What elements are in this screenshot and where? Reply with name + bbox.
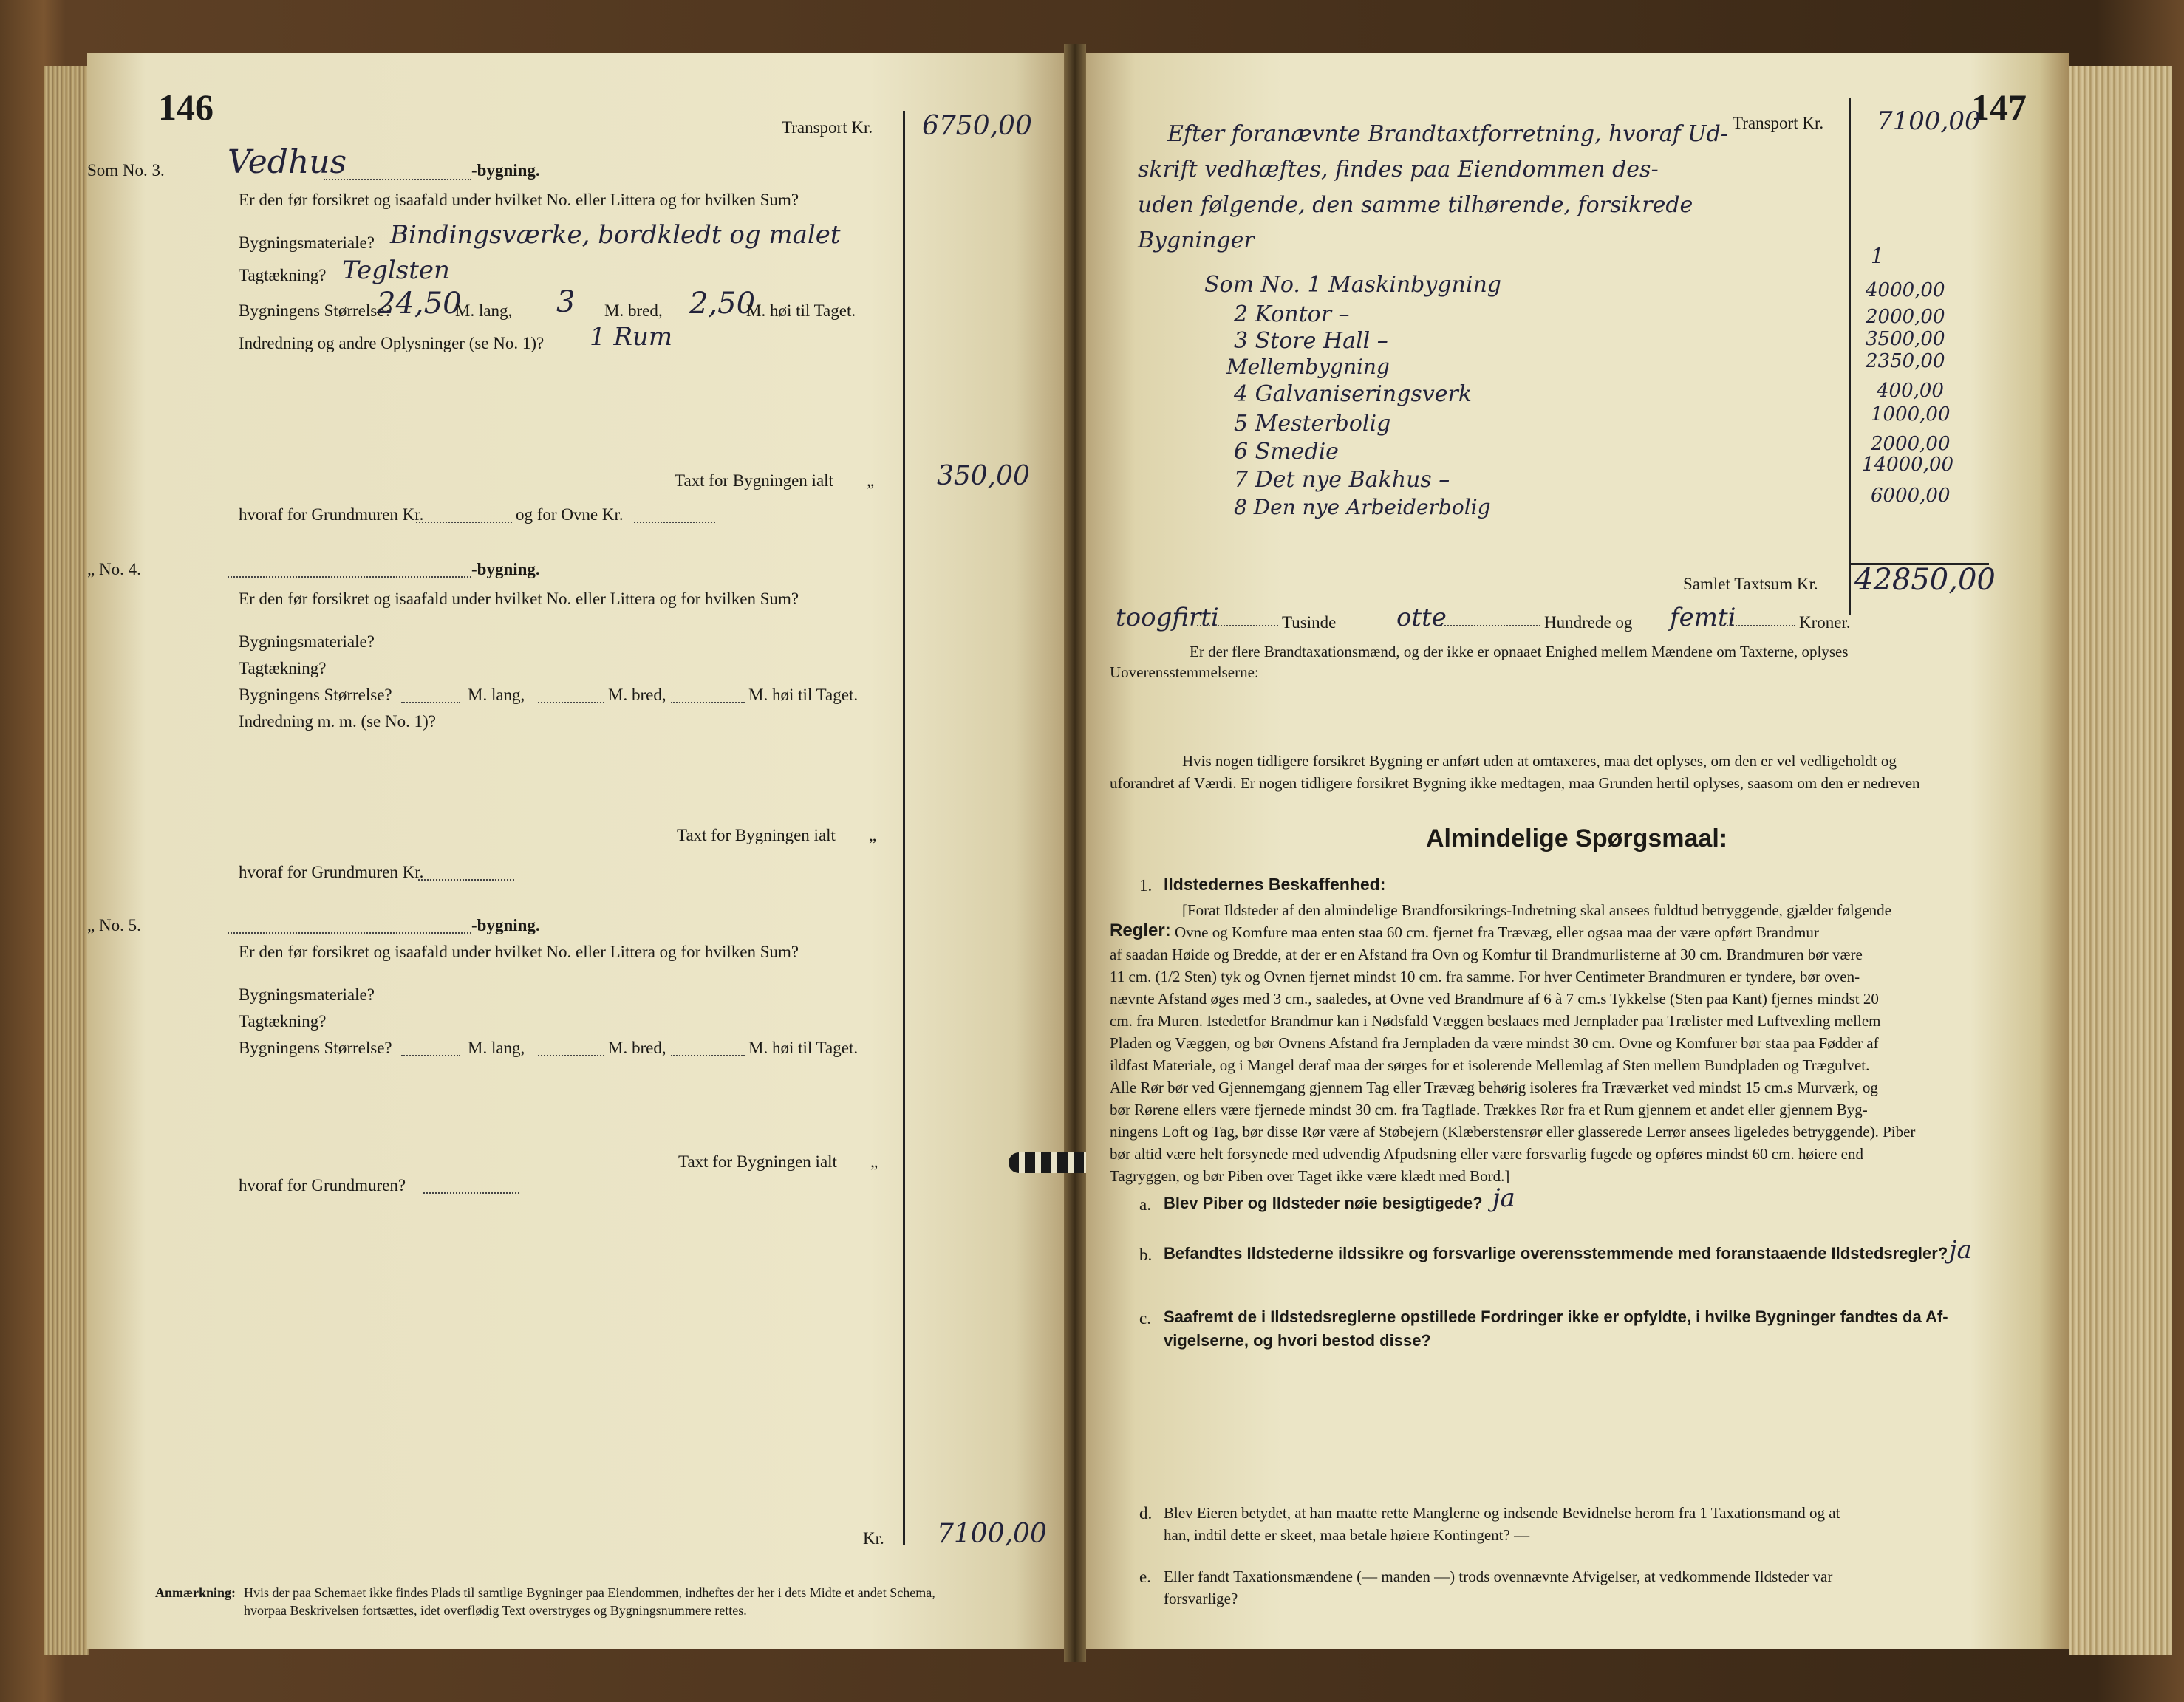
b3-width: 3 <box>556 285 576 319</box>
building-5-label: 5 Mesterbolig <box>1234 411 1391 437</box>
question-d-line-1: Blev Eieren betydet, at han maatte rette Manglerne og indsende Bevidnelse herom fra 1 Taxationsmand og at <box>1164 1504 1840 1522</box>
b4-roof-label: Tagtækning? <box>239 659 327 677</box>
words-tens: femti <box>1670 603 1736 632</box>
rules-line-9: Alle Rør bør ved Gjennemgang gjennem Tag eller Trævæg behørig isoleres fra Træværket ved mindst 15 cm.s Murværk, og <box>1110 1079 1878 1096</box>
building-2-label: 2 Kontor – <box>1234 301 1350 327</box>
b3-size-label: Bygningens Størrelse? <box>239 301 392 320</box>
rules-line-12: bør altid være helt forsynede med udvendig Afpudsning eller være forsvarlig fugede og opføres mindst 60 cm. høiere end <box>1110 1145 1863 1163</box>
building-1-value: 4000,00 <box>1866 279 1945 301</box>
note-label: Anmærkning: <box>155 1585 236 1600</box>
question-c-line-2: vigelserne, og hvori bestod disse? <box>1164 1331 1431 1350</box>
transport-value: 6750,00 <box>922 111 1032 141</box>
building-6-value: 2000,00 <box>1871 433 1951 455</box>
b5-prefix: „ No. 5. <box>87 916 141 934</box>
question-e-letter: e. <box>1139 1568 1151 1586</box>
question-c-letter: c. <box>1139 1309 1151 1327</box>
disagree-line-2: Uoverensstemmelserne: <box>1110 663 1259 681</box>
b5-m-lang: M. lang, <box>468 1039 525 1057</box>
b5-roof-label: Tagtækning? <box>239 1012 327 1031</box>
building-8-label: 8 Den nye Arbeiderbolig <box>1234 495 1491 519</box>
b3-ovne-label: og for Ovne Kr. <box>516 505 624 524</box>
page-number: 147 <box>1971 86 2027 128</box>
intro-line-2: skrift vedhæftes, findes paa Eiendommen des- <box>1138 157 1659 182</box>
amount-column-rule <box>903 111 905 1544</box>
b4-prefix: „ No. 4. <box>87 560 141 578</box>
rules-line-4: 11 cm. (1/2 Sten) tyk og Ovnen fjernet mindst 10 cm. fra samme. For hver Centimeter Brandmuren er tyndere, bør oven- <box>1110 968 1860 985</box>
b5-material-label: Bygningsmateriale? <box>239 985 375 1004</box>
b5-taxt-label: Taxt for Bygningen ialt <box>678 1152 837 1171</box>
rules-line-3: af saadan Høide og Bredde, at der er en Afstand fra Ovn og Komfur til Brandmurlisterne af 30 cm. Brandmuren bør være <box>1110 946 1863 963</box>
b3-interior-value: 1 Rum <box>590 322 673 352</box>
question-e-line-2: forsvarlige? <box>1164 1590 1238 1607</box>
left-total-label: Kr. <box>863 1529 884 1548</box>
disagree-line-1: Er der flere Brandtaxationsmænd, og der ikke er opnaaet Enighed mellem Mændene om Taxterne, oplyses <box>1190 643 1849 660</box>
general-questions-heading: Almindelige Spørgsmaal: <box>1426 824 1728 852</box>
kroner-label: Kroner. <box>1799 613 1851 632</box>
building-1-label: Som No. 1 Maskinbygning <box>1204 272 1501 298</box>
transport-value: 7100,00 <box>1877 106 1981 136</box>
building-4-value: 400,00 <box>1877 380 1944 402</box>
amount-column-rule <box>1849 98 1851 615</box>
page-number: 146 <box>158 86 214 128</box>
b5-suffix: -bygning. <box>471 916 540 934</box>
section-title: Ildstedernes Beskaffenhed: <box>1164 875 1386 894</box>
transport-label: Transport Kr. <box>1733 114 1824 132</box>
b3-length: 24,50 <box>377 287 462 321</box>
left-total-value: 7100,00 <box>937 1519 1047 1549</box>
rules-label: Regler: <box>1110 920 1171 940</box>
b3-m-hoi: M. høi til Taget. <box>746 301 856 320</box>
intro-line-1: Efter foranævnte Brandtaxtforretning, hvoraf Ud- <box>1167 121 1728 147</box>
rules-line-5: nævnte Afstand øges med 3 cm., saaledes, at Ovne ved Brandmure af 6 à 7 cm.s Tykkelse (Sten paa Kant) fjernes mindst 20 <box>1110 990 1879 1008</box>
right-page-edges <box>2069 66 2172 1655</box>
note-line-1: Hvis der paa Schemaet ikke findes Plads til samtlige Bygninger paa Eiendommen, indheftes der her i dets Midte et andet Schema, <box>244 1585 935 1600</box>
b4-taxt-mark: „ <box>869 826 877 844</box>
question-b-letter: b. <box>1139 1245 1153 1264</box>
b3-roof-label: Tagtækning? <box>239 266 327 284</box>
b3-taxt-mark: „ <box>867 471 875 490</box>
b4-m-hoi: M. høi til Taget. <box>748 686 859 704</box>
building-3-label: 3 Store Hall – <box>1234 328 1388 354</box>
b3-material-value: Bindingsværke, bordkledt og malet <box>390 220 841 250</box>
building-5-value: 1000,00 <box>1871 403 1951 426</box>
b4-interior-label: Indredning m. m. (se No. 1)? <box>239 712 436 731</box>
words-hundreds: otte <box>1396 603 1447 632</box>
grand-total-label: Samlet Taxtsum Kr. <box>1683 575 1818 593</box>
b5-m-hoi: M. høi til Taget. <box>748 1039 859 1057</box>
b4-suffix: -bygning. <box>471 560 540 578</box>
b3-prefix: Som No. 3. <box>87 161 165 180</box>
rules-line-7: Pladen og Væggen, og bør Ovnens Afstand fra Jernpladen da være mindst 30 cm. Ovne og Komfurer bør staa paa Fødder af <box>1110 1034 1879 1052</box>
building-3b-value: 2350,00 <box>1866 350 1945 372</box>
building-3b-label: Mellembygning <box>1226 355 1390 379</box>
b5-foundation-label: hvoraf for Grundmuren? <box>239 1176 406 1195</box>
question-e-line-1: Eller fandt Taxationsmændene (— manden —) trods ovennævnte Afvigelser, at vedkommende Ildsteder var <box>1164 1568 1833 1585</box>
building-3-value: 3500,00 <box>1866 328 1945 350</box>
building-8-value: 6000,00 <box>1871 485 1951 507</box>
left-page-edges <box>44 66 89 1655</box>
rules-line-10: bør Rørene ellers være fjernede mindst 30 cm. fra Tagflade. Trækkes Rør fra et Rum gjennem et andet eller gjennem Byg- <box>1110 1101 1868 1118</box>
tusinde-label: Tusinde <box>1282 613 1337 632</box>
b3-m-lang: M. lang, <box>455 301 513 320</box>
b5-size-label: Bygningens Størrelse? <box>239 1039 392 1057</box>
note-line-2: hvorpaa Beskrivelsen fortsættes, idet overflødig Text overstryges og Bygningsnummere rettes. <box>244 1603 747 1618</box>
question-a: Blev Piber og Ildsteder nøie besigtigede? <box>1164 1194 1483 1212</box>
b4-material-label: Bygningsmateriale? <box>239 632 375 651</box>
b3-taxt-label: Taxt for Bygningen ialt <box>675 471 833 490</box>
b3-foundation-label: hvoraf for Grundmuren Kr. <box>239 505 424 524</box>
b3-taxt-value: 350,00 <box>937 461 1030 491</box>
section-number: 1. <box>1139 876 1153 895</box>
book-gutter <box>1064 44 1086 1662</box>
left-page <box>87 53 1064 1649</box>
b5-question: Er den før forsikret og isaafald under hvilket No. eller Littera og for hvilken Sum? <box>239 943 799 961</box>
question-b: Befandtes Ildstederne ildssikre og forsvarlige overensstemmende med foranstaaende Ildstedsregler? <box>1164 1244 1948 1262</box>
b5-m-bred: M. bred, <box>608 1039 666 1057</box>
first-mark: 1 <box>1871 244 1884 268</box>
b3-name: Vedhus <box>228 143 347 181</box>
b3-m-bred: M. bred, <box>604 301 663 320</box>
answer-a: ja <box>1492 1183 1515 1213</box>
b3-suffix: -bygning. <box>471 161 540 180</box>
b4-size-label: Bygningens Størrelse? <box>239 686 392 704</box>
intro-line-4: Bygninger <box>1138 228 1255 253</box>
grand-total-value: 42850,00 <box>1854 563 1996 597</box>
rules-line-2: Ovne og Komfure maa enten staa 60 cm. fjernet fra Trævæg, eller ogsaa maa der være opført Brandmur <box>1175 923 1819 941</box>
rules-line-8: ildfast Materiale, og i Mangel deraf maa der sørges for et isolerende Mellemlag af Sten mellem Bundpladen og Trægulvet. <box>1110 1056 1870 1074</box>
question-d-line-2: han, indtil dette er skeet, maa betale høiere Kontingent? — <box>1164 1526 1530 1544</box>
question-d-letter: d. <box>1139 1504 1153 1522</box>
rules-line-6: cm. fra Muren. Istedetfor Brandmur kan i Nødsfald Væggen beslaaes med Jernplader paa Trælister med Luftvexling mellem <box>1110 1012 1881 1030</box>
b4-taxt-label: Taxt for Bygningen ialt <box>677 826 836 844</box>
words-thousands: toogfirti <box>1116 603 1219 632</box>
building-7-label: 7 Det nye Bakhus – <box>1234 467 1450 493</box>
building-4-label: 4 Galvaniseringsverk <box>1234 381 1473 407</box>
b3-question: Er den før forsikret og isaafald under hvilket No. eller Littera og for hvilken Sum? <box>239 191 799 209</box>
b5-taxt-mark: „ <box>870 1152 878 1171</box>
previous-line-1: Hvis nogen tidligere forsikret Bygning er anført uden at omtaxeres, maa det oplyses, om den er vel vedligeholdt og <box>1182 752 1897 770</box>
b3-material-label: Bygningsmateriale? <box>239 233 375 252</box>
intro-line-3: uden følgende, den samme tilhørende, forsikrede <box>1138 192 1693 218</box>
question-c-line-1: Saafremt de i Ildstedsreglerne opstillede Fordringer ikke er opfyldte, i hvilke Bygninger fandtes da Af- <box>1164 1308 1948 1326</box>
b4-foundation-label: hvoraf for Grundmuren Kr. <box>239 863 424 881</box>
question-a-letter: a. <box>1139 1195 1151 1214</box>
previous-line-2: uforandret af Værdi. Er nogen tidligere forsikret Bygning ikke medtagen, maa Grunden hertil oplyses, saasom om den er nedreven <box>1110 774 1920 792</box>
b4-m-bred: M. bred, <box>608 686 666 704</box>
building-6-label: 6 Smedie <box>1234 439 1339 465</box>
b3-roof-value: Teglsten <box>342 256 450 285</box>
building-7-value: 14000,00 <box>1862 454 1954 476</box>
rules-line-13: Tagryggen, og bør Piben over Taget ikke være klædt med Bord.] <box>1110 1167 1510 1185</box>
rules-line-11: ningens Loft og Tag, bør disse Rør være af Støbejern (Klæberstensrør eller glasserede Lerrør ansees ligeledes betryggende). Piber <box>1110 1123 1916 1141</box>
b3-interior-label: Indredning og andre Oplysninger (se No. 1)? <box>239 334 545 352</box>
b4-question: Er den før forsikret og isaafald under hvilket No. eller Littera og for hvilken Sum? <box>239 589 799 608</box>
b3-height: 2,50 <box>689 287 756 321</box>
b4-m-lang: M. lang, <box>468 686 525 704</box>
hundrede-label: Hundrede og <box>1544 613 1633 632</box>
answer-b: ja <box>1949 1235 1972 1265</box>
right-page <box>1086 53 2069 1649</box>
rules-line-1: [Forat Ildsteder af den almindelige Brandforsikrings-Indretning skal ansees fuldtud betryggende, gjælder følgende <box>1182 901 1891 919</box>
transport-label: Transport Kr. <box>782 118 873 137</box>
building-2-value: 2000,00 <box>1866 306 1945 328</box>
